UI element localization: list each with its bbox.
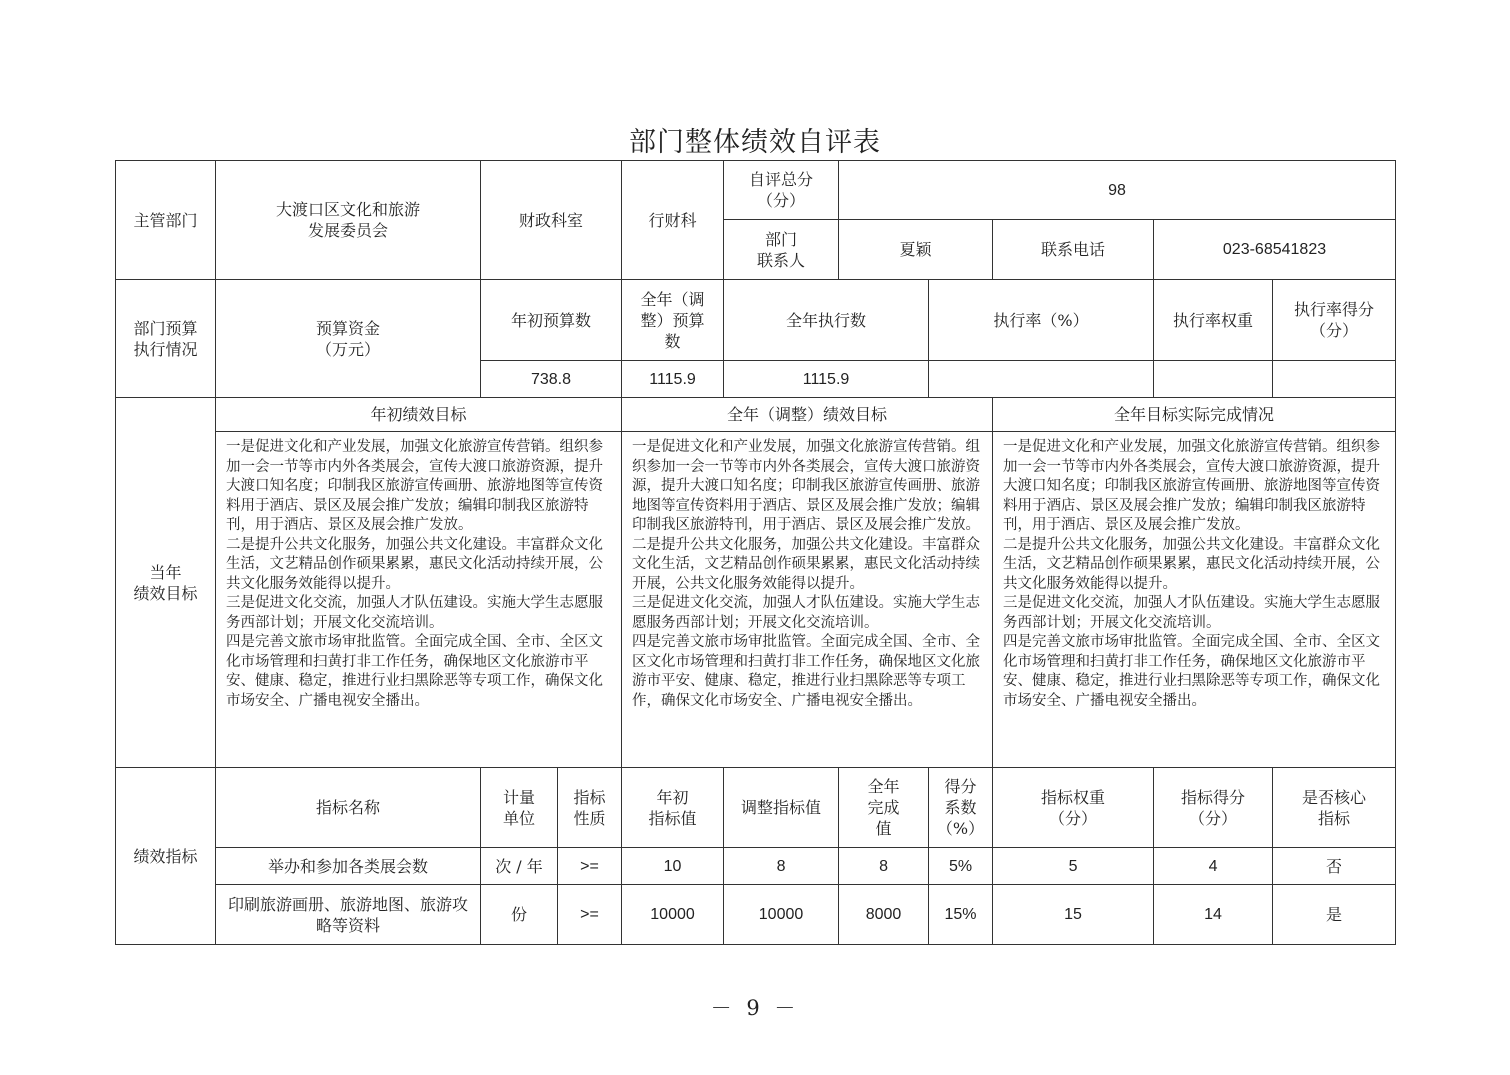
budget-col-initial: 年初预算数 [481, 280, 622, 361]
ind-coef: 5% [929, 848, 993, 885]
ind-core: 否 [1273, 848, 1396, 885]
ind-header-adjusted: 调整指标值 [724, 768, 839, 848]
phone-label: 联系电话 [993, 220, 1154, 280]
goals-actual-text: 一是促进文化和产业发展，加强文化旅游宣传营销。组织参加一会一节等市内外各类展会，宣传大渡口旅游资源，提升大渡口知名度；印制我区旅游宣传画册、旅游地图等宣传资料用于酒店、景区及展会推广发放；编辑印制我区旅游特刊，用于酒店、景区及展会推广发放。 二是提升公共文化服务，加强公共文化建设。丰富群众文化生活，文艺精品创作硕果累累，惠民文化活动持续开展，公共文化服务效能得以提升。 三是促进文化交流，加强人才队伍建设。实施大学生志愿服务西部计划；开展文化交流培训。 四是完善文旅市场审批监管。全面完成全国、全市、全区文化市场管理和扫黄打非工作任务，确保地区文化旅游市平安、健康、稳定，推进行业扫黑除恶等专项工作，确保文化市场安全、广播电视安全播出。 [993, 432, 1396, 768]
office-name: 财政科室 [481, 161, 622, 280]
contact-label: 部门 联系人 [724, 220, 839, 280]
goals-initial-text: 一是促进文化和产业发展，加强文化旅游宣传营销。组织参加一会一节等市内外各类展会，宣传大渡口旅游资源，提升大渡口知名度；印制我区旅游宣传画册、旅游地图等宣传资料用于酒店、景区及展会推广发放；编辑印制我区旅游特刊，用于酒店、景区及展会推广发放。 二是提升公共文化服务，加强公共文化建设。丰富群众文化生活，文艺精品创作硕果累累，惠民文化活动持续开展，公共文化服务效能得以提升。 三是促进文化交流，加强人才队伍建设。实施大学生志愿服务西部计划；开展文化交流培训。 四是完善文旅市场审批监管。全面完成全国、全市、全区文化市场管理和扫黄打非工作任务，确保地区文化旅游市平安、健康、稳定，推进行业扫黑除恶等专项工作，确保文化市场安全、广播电视安全播出。 [216, 432, 622, 768]
budget-col-executed: 全年执行数 [724, 280, 929, 361]
table-row [116, 885, 1396, 945]
total-score-value: 98 [839, 161, 1396, 220]
phone-value: 023-68541823 [1154, 220, 1396, 280]
page-title: 部门整体绩效自评表 [629, 127, 881, 158]
ind-core: 是 [1273, 885, 1396, 945]
table-row [116, 848, 1396, 885]
section-name: 行财科 [622, 161, 724, 280]
budget-row-label: 部门预算 执行情况 [116, 280, 216, 398]
page-number: － 9 － [710, 996, 800, 1020]
budget-rate-value [929, 361, 1154, 398]
budget-funds-label: 预算资金 （万元） [216, 280, 481, 398]
budget-initial-value: 738.8 [481, 361, 622, 398]
ind-header-score: 指标得分 （分） [1154, 768, 1273, 848]
ind-score: 4 [1154, 848, 1273, 885]
ind-unit: 次 / 年 [481, 848, 558, 885]
dept-label: 主管部门 [116, 161, 216, 280]
ind-name: 印刷旅游画册、旅游地图、旅游攻略等资料 [216, 885, 481, 945]
budget-col-rate: 执行率（%） [929, 280, 1154, 361]
goals-row-label: 当年 绩效目标 [116, 398, 216, 768]
total-score-label: 自评总分 （分） [724, 161, 839, 220]
budget-weight-value [1154, 361, 1273, 398]
budget-col-weight: 执行率权重 [1154, 280, 1273, 361]
ind-weight: 15 [993, 885, 1154, 945]
budget-adjusted-value: 1115.9 [622, 361, 724, 398]
ind-completed: 8000 [839, 885, 929, 945]
contact-name: 夏颖 [839, 220, 993, 280]
goals-col-actual: 全年目标实际完成情况 [993, 398, 1396, 432]
ind-nature: >= [558, 885, 622, 945]
goals-col-initial: 年初绩效目标 [216, 398, 622, 432]
ind-initial: 10000 [622, 885, 724, 945]
budget-col-score: 执行率得分 （分） [1273, 280, 1396, 361]
ind-name: 举办和参加各类展会数 [216, 848, 481, 885]
ind-header-initial: 年初 指标值 [622, 768, 724, 848]
goals-col-adjusted: 全年（调整）绩效目标 [622, 398, 993, 432]
ind-adjusted: 10000 [724, 885, 839, 945]
ind-unit: 份 [481, 885, 558, 945]
dept-name: 大渡口区文化和旅游 发展委员会 [216, 161, 481, 280]
ind-score: 14 [1154, 885, 1273, 945]
ind-header-coef: 得分 系数 （%） [929, 768, 993, 848]
ind-coef: 15% [929, 885, 993, 945]
budget-executed-value: 1115.9 [724, 361, 929, 398]
goals-adjusted-text: 一是促进文化和产业发展，加强文化旅游宣传营销。组织参加一会一节等市内外各类展会，宣传大渡口旅游资源，提升大渡口知名度；印制我区旅游宣传画册、旅游地图等宣传资料用于酒店、景区及展会推广发放；编辑印制我区旅游特刊，用于酒店、景区及展会推广发放。 二是提升公共文化服务，加强公共文化建设。丰富群众文化生活，文艺精品创作硕果累累，惠民文化活动持续开展，公共文化服务效能得以提升。 三是促进文化交流，加强人才队伍建设。实施大学生志愿服务西部计划；开展文化交流培训。 四是完善文旅市场审批监管。全面完成全国、全市、全区文化市场管理和扫黄打非工作任务，确保地区文化旅游市平安、健康、稳定，推进行业扫黑除恶等专项工作，确保文化市场安全、广播电视安全播出。 [622, 432, 993, 768]
budget-score-value [1273, 361, 1396, 398]
indicators-row-label: 绩效指标 [116, 768, 216, 945]
ind-header-unit: 计量 单位 [481, 768, 558, 848]
ind-adjusted: 8 [724, 848, 839, 885]
ind-initial: 10 [622, 848, 724, 885]
ind-header-nature: 指标 性质 [558, 768, 622, 848]
ind-nature: >= [558, 848, 622, 885]
ind-header-completed: 全年 完成 值 [839, 768, 929, 848]
budget-col-adjusted: 全年（调 整）预算 数 [622, 280, 724, 361]
ind-completed: 8 [839, 848, 929, 885]
ind-header-weight: 指标权重 （分） [993, 768, 1154, 848]
evaluation-table [115, 160, 1396, 945]
ind-header-core: 是否核心 指标 [1273, 768, 1396, 848]
ind-header-name: 指标名称 [216, 768, 481, 848]
ind-weight: 5 [993, 848, 1154, 885]
